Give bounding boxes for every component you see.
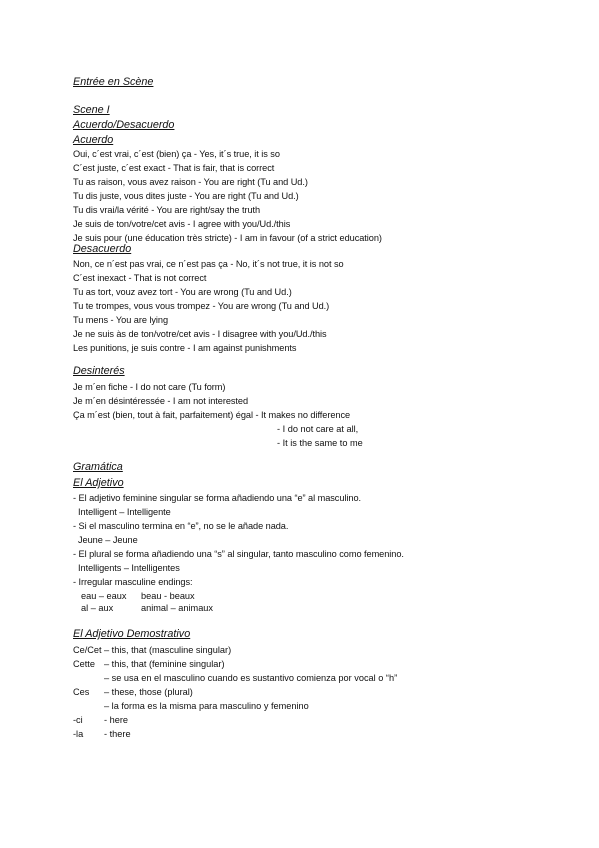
text-line: Tu mens - You are lying xyxy=(73,315,169,325)
text-line: Tu as tort, vouz avez tort - You are wrong (Tu and Ud.) xyxy=(73,287,292,297)
text-line: Oui, c´est vrai, c´est (bien) ça - Yes, it´s true, it is so xyxy=(73,149,280,159)
text-line: C´est juste, c´est exact - That is fair, that is correct xyxy=(73,163,275,173)
text-line: Je ne suis às de ton/votre/cet avis - I disagree with you/Ud./this xyxy=(73,329,327,339)
demonstrative-term: Ce/Cet xyxy=(73,645,102,655)
subheading-desacuerdo: Desacuerdo xyxy=(73,243,132,255)
subheading-acuerdo: Acuerdo xyxy=(73,134,114,146)
text-line: Je m´en désintéressée - I am not interested xyxy=(73,396,249,406)
demonstrative-term: -la xyxy=(73,729,84,739)
text-line-continuation: - It is the same to me xyxy=(277,438,363,448)
subheading-desinteres: Desinterés xyxy=(73,365,125,377)
text-line: C´est inexact - That is not correct xyxy=(73,273,207,283)
heading-gramatica: Gramática xyxy=(73,461,123,473)
subheading-el-adjetivo: El Adjetivo xyxy=(73,477,124,489)
text-line: Tu dis vrai/la vérité - You are right/say the truth xyxy=(73,205,261,215)
text-line: Jeune – Jeune xyxy=(73,535,138,545)
demonstrative-description: – la forma es la misma para masculino y femenino xyxy=(104,701,309,711)
text-line: Je suis pour (une éducation très stricte) - I am in favour (of a strict education) xyxy=(73,233,382,243)
text-line: Tu dis juste, vous dites juste - You are right (Tu and Ud.) xyxy=(73,191,299,201)
irregular-ending-left: al – aux xyxy=(81,603,114,613)
text-line: Tu te trompes, vous vous trompez - You are wrong (Tu and Ud.) xyxy=(73,301,330,311)
demonstrative-term: -ci xyxy=(73,715,83,725)
document-title: Entrée en Scène xyxy=(73,76,154,88)
text-line: Tu as raison, vous avez raison - You are right (Tu and Ud.) xyxy=(73,177,308,187)
irregular-ending-right: beau - beaux xyxy=(141,591,195,601)
irregular-ending-right: animal – animaux xyxy=(141,603,214,613)
irregular-ending-left: eau – eaux xyxy=(81,591,127,601)
text-line: - Irregular masculine endings: xyxy=(73,577,193,587)
demonstrative-description: – this, that (masculine singular) xyxy=(104,645,232,655)
text-line: Je suis de ton/votre/cet avis - I agree with you/Ud./this xyxy=(73,219,291,229)
text-line: Intelligents – Intelligentes xyxy=(73,563,180,573)
text-line-continuation: - I do not care at all, xyxy=(277,424,359,434)
scene-heading: Scene I xyxy=(73,104,110,116)
text-line: Je m´en fiche - I do not care (Tu form) xyxy=(73,382,226,392)
demonstrative-description: - here xyxy=(104,715,129,725)
text-line: Ça m´est (bien, tout à fait, parfaitement) égal - It makes no difference xyxy=(73,410,351,420)
subheading-adjetivo-demostrativo: El Adjetivo Demostrativo xyxy=(73,628,191,640)
demonstrative-description: - there xyxy=(104,729,131,739)
demonstrative-description: – se usa en el masculino cuando es sustantivo comienza por vocal o “h” xyxy=(104,673,398,683)
demonstrative-description: – these, those (plural) xyxy=(104,687,193,697)
text-line: - El plural se forma añadiendo una “s” al singular, tanto masculino como femenino. xyxy=(73,549,404,559)
demonstrative-description: – this, that (feminine singular) xyxy=(104,659,225,669)
text-line: - Si el masculino termina en “e”, no se le añade nada. xyxy=(73,521,289,531)
text-line: Les punitions, je suis contre - I am against punishments xyxy=(73,343,297,353)
text-line: Non, ce n´est pas vrai, ce n´est pas ça - No, it´s not true, it is not so xyxy=(73,259,344,269)
demonstrative-term: Cette xyxy=(73,659,95,669)
section-heading-acuerdo-desacuerdo: Acuerdo/Desacuerdo xyxy=(73,119,175,131)
text-line: Intelligent – Intelligente xyxy=(73,507,171,517)
text-line: - El adjetivo feminine singular se forma añadiendo una “e” al masculino. xyxy=(73,493,362,503)
demonstrative-term: Ces xyxy=(73,687,90,697)
